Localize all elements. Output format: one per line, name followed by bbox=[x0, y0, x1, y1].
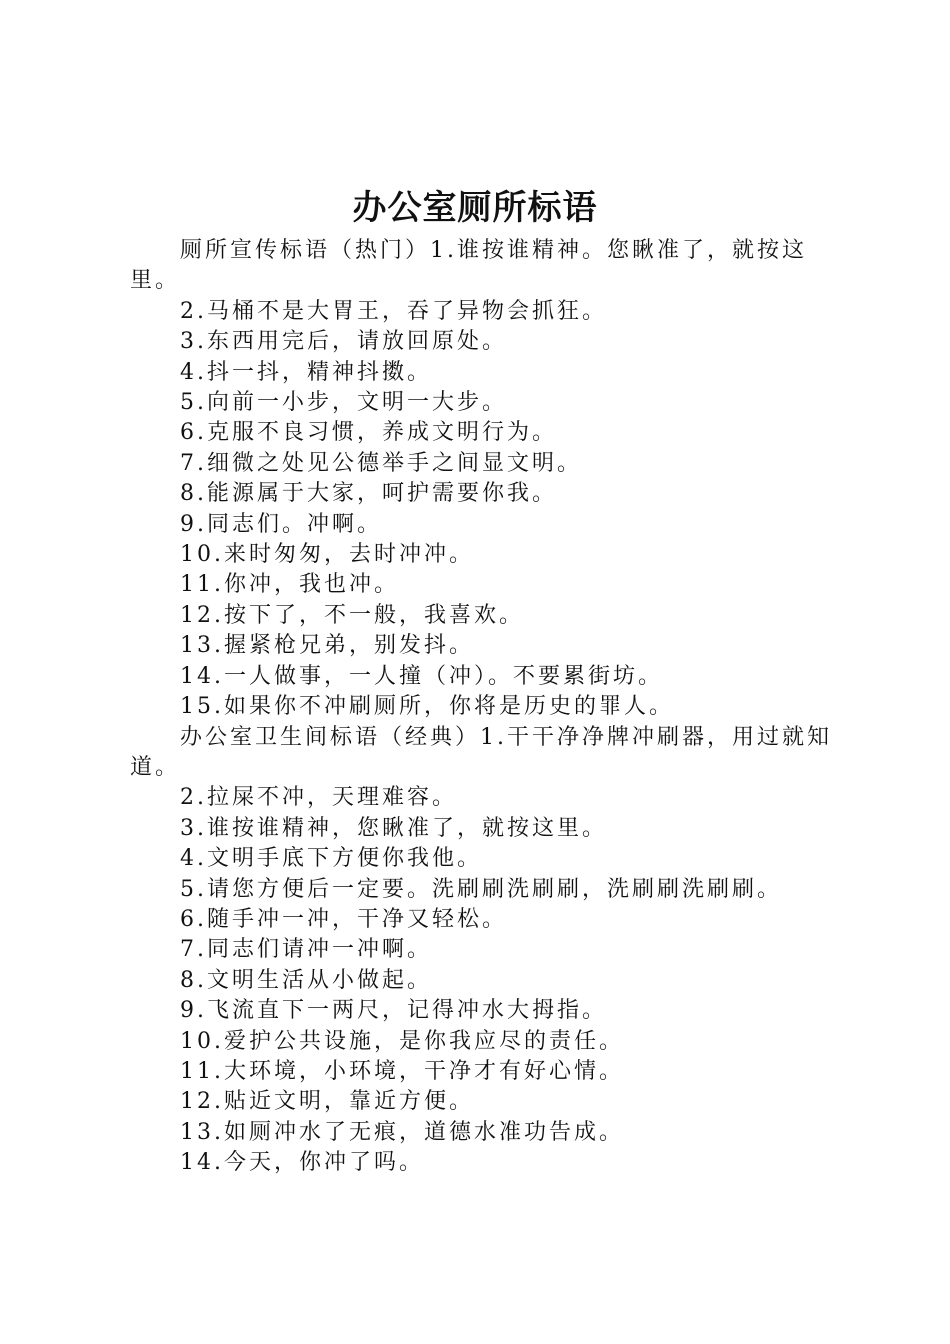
list-item: 15.如果你不冲刷厕所，你将是历史的罪人。 bbox=[180, 694, 674, 720]
section2-intro: 办公室卫生间标语（经典）1.干干净净牌冲刷器，用过就知道。 bbox=[130, 724, 832, 780]
list-item: 13.如厕冲水了无痕，道德水准功告成。 bbox=[180, 1119, 624, 1145]
document-body bbox=[130, 236, 832, 1179]
list-item: 8.文明生活从小做起。 bbox=[180, 967, 432, 993]
list-item: 13.握紧枪兄弟，别发抖。 bbox=[180, 633, 474, 659]
list-item: 12.贴近文明，靠近方便。 bbox=[180, 1089, 474, 1115]
list-item: 10.来时匆匆，去时冲冲。 bbox=[180, 542, 474, 568]
list-item: 7.细微之处见公德举手之间显文明。 bbox=[180, 450, 582, 476]
list-item: 6.克服不良习惯，养成文明行为。 bbox=[180, 420, 557, 446]
list-item: 11.你冲，我也冲。 bbox=[180, 572, 399, 598]
list-item: 4.抖一抖，精神抖擞。 bbox=[180, 359, 432, 385]
list-item: 12.按下了，不一般，我喜欢。 bbox=[180, 602, 524, 628]
list-item: 2.马桶不是大胃王，吞了异物会抓狂。 bbox=[180, 298, 607, 324]
list-item: 2.拉屎不冲，天理难容。 bbox=[180, 785, 457, 811]
list-item: 8.能源属于大家，呵护需要你我。 bbox=[180, 481, 557, 507]
section1-intro: 厕所宣传标语（热门）1.谁按谁精神。您瞅准了，就按这里。 bbox=[130, 238, 807, 294]
list-item: 3.东西用完后，请放回原处。 bbox=[180, 329, 507, 355]
list-item: 9.同志们。冲啊。 bbox=[180, 511, 382, 537]
list-item: 3.谁按谁精神，您瞅准了，就按这里。 bbox=[180, 815, 607, 841]
list-item: 5.向前一小步，文明一大步。 bbox=[180, 390, 507, 416]
list-item: 10.爱护公共设施，是你我应尽的责任。 bbox=[180, 1028, 624, 1054]
document-title: 办公室厕所标语 bbox=[352, 188, 598, 228]
list-item: 14.一人做事，一人撞（冲）。不要累街坊。 bbox=[180, 663, 663, 689]
list-item: 9.飞流直下一两尺，记得冲水大拇指。 bbox=[180, 998, 607, 1024]
list-item: 5.请您方便后一定要。洗刷刷洗刷刷，洗刷刷洗刷刷。 bbox=[180, 876, 782, 902]
list-item: 6.随手冲一冲，干净又轻松。 bbox=[180, 906, 507, 932]
list-item: 14.今天，你冲了吗。 bbox=[180, 1150, 424, 1176]
list-item: 11.大环境，小环境，干净才有好心情。 bbox=[180, 1058, 624, 1084]
list-item: 7.同志们请冲一冲啊。 bbox=[180, 937, 432, 963]
list-item: 4.文明手底下方便你我他。 bbox=[180, 846, 482, 872]
